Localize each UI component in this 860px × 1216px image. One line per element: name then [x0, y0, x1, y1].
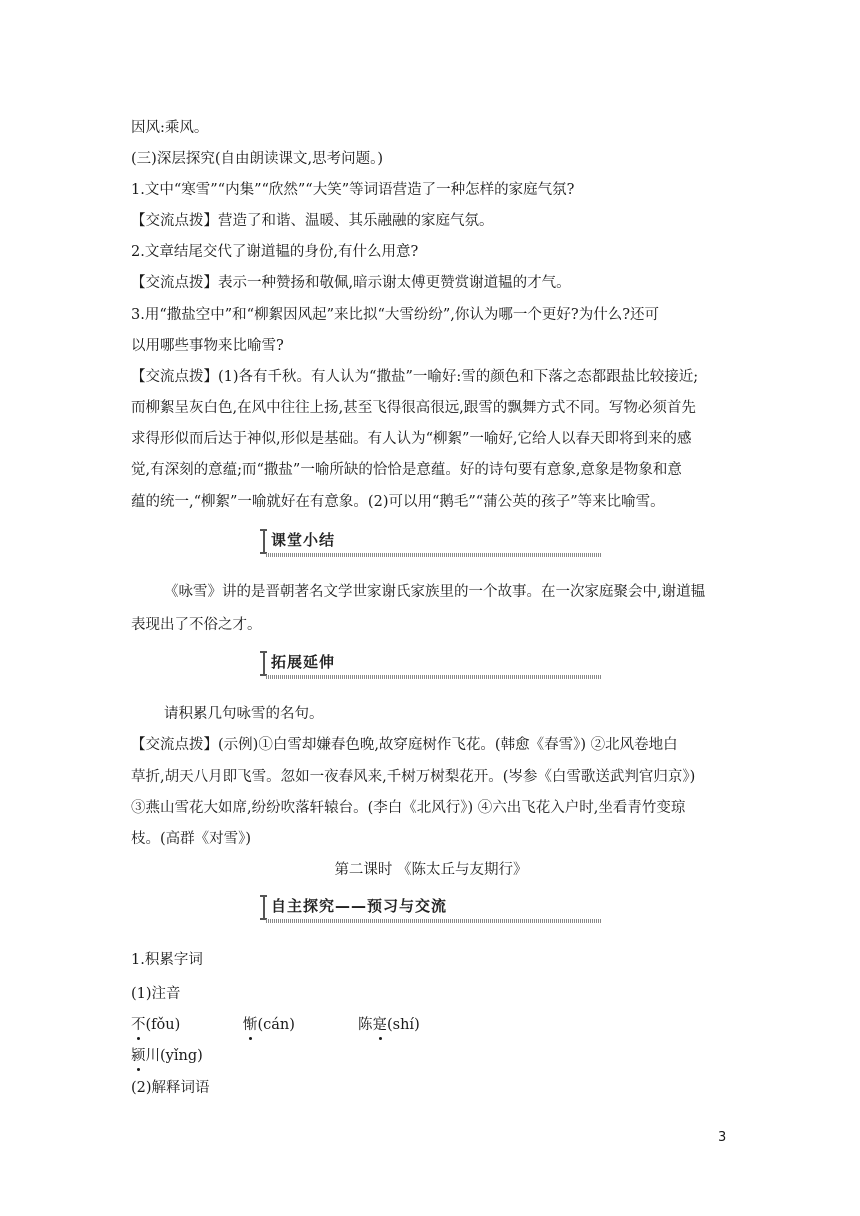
- banner-title: 拓展延伸: [271, 653, 336, 671]
- extension-answer-cont: 草折,胡天八月即飞雪。忽如一夜春风来,千树万树梨花开。(岑参《白雪歌送武判官归京》): [131, 769, 696, 785]
- answer-3-cont: 求得形似而后达于神似,形似是基础。有人认为“柳絮”一喻好,它给人以春天即将到来的感: [131, 431, 692, 447]
- question-1: 1.文中“寒雪”“内集”“欣然”“大笑”等词语营造了一种怎样的家庭气氛?: [131, 182, 575, 198]
- page-number: 3: [718, 1130, 727, 1145]
- question-3: 3.用“撒盐空中”和“柳絮因风起”来比拟“大雪纷纷”,你认为哪一个更好?为什么?还可: [131, 307, 659, 323]
- section-banner-extension: [258, 649, 602, 681]
- pinyin-item: 颍川(yǐng): [131, 1048, 203, 1064]
- lesson-title: 第二课时 《陈太丘与友期行》: [334, 862, 528, 878]
- extension-answer: 【交流点拨】(示例)①白雪却嫌春色晚,故穿庭树作飞花。(韩愈《春雪》) ②北风卷地白: [131, 737, 678, 753]
- pinyin-item: 陈寔(shí): [358, 1017, 420, 1033]
- answer-1: 【交流点拨】营造了和谐、温暖、其乐融融的家庭气氛。: [131, 213, 494, 229]
- pinyin-item: 惭(cán): [243, 1017, 295, 1033]
- emphasis-dot: [379, 1037, 382, 1040]
- banner-rule: [266, 553, 602, 557]
- question-3-cont: 以用哪些事物来比喻雪?: [131, 338, 284, 354]
- text-line: 因风:乘风。: [131, 120, 209, 136]
- definitions-heading: (2)解释词语: [131, 1080, 210, 1096]
- extension-prompt: 请积累几句咏雪的名句。: [164, 706, 324, 722]
- answer-3-cont: 觉,有深刻的意蕴;而“撒盐”一喻所缺的恰恰是意蕴。好的诗句要有意象,意象是物象和意: [131, 462, 682, 478]
- summary-text-cont: 表现出了不俗之才。: [131, 617, 262, 633]
- emphasis-dot: [137, 1037, 140, 1040]
- vocab-heading: 1.积累字词: [131, 952, 203, 968]
- section-heading: (三)深层探究(自由朗读课文,思考问题。): [131, 151, 383, 167]
- answer-3-cont: 蕴的统一,“柳絮”一喻就好在有意象。(2)可以用“鹅毛”“蒲公英的孩子”等来比喻雪。: [131, 494, 665, 510]
- answer-3-cont: 而柳絮呈灰白色,在风中往往上扬,甚至飞得很高很远,跟雪的飘舞方式不同。写物必须首先: [131, 400, 696, 416]
- extension-answer-cont: ③燕山雪花大如席,纷纷吹落轩辕台。(李白《北风行》) ④六出飞花入户时,坐看青竹变琼: [131, 800, 686, 816]
- banner-rule: [266, 919, 602, 923]
- summary-text: 《咏雪》讲的是晋朝著名文学世家谢氏家族里的一个故事。在一次家庭聚会中,谢道韫: [164, 584, 706, 600]
- answer-3: 【交流点拨】(1)各有千秋。有人认为“撒盐”一喻好:雪的颜色和下落之态都跟盐比较接近;: [131, 369, 699, 385]
- section-banner-summary: [258, 527, 602, 559]
- answer-2: 【交流点拨】表示一种赞扬和敬佩,暗示谢太傅更赞赏谢道韫的才气。: [131, 275, 571, 291]
- question-2: 2.文章结尾交代了谢道韫的身份,有什么用意?: [131, 244, 419, 260]
- section-banner-preview: [258, 893, 602, 925]
- banner-title: 课堂小结: [271, 531, 336, 549]
- banner-title: 自主探究——预习与交流: [271, 897, 448, 915]
- banner-rule: [266, 675, 602, 679]
- pronunciation-heading: (1)注音: [131, 986, 181, 1002]
- emphasis-dot: [249, 1037, 252, 1040]
- pinyin-item: 不(fǒu): [131, 1017, 181, 1033]
- emphasis-dot: [137, 1068, 140, 1071]
- extension-answer-cont: 枝。(高群《对雪》): [131, 831, 252, 847]
